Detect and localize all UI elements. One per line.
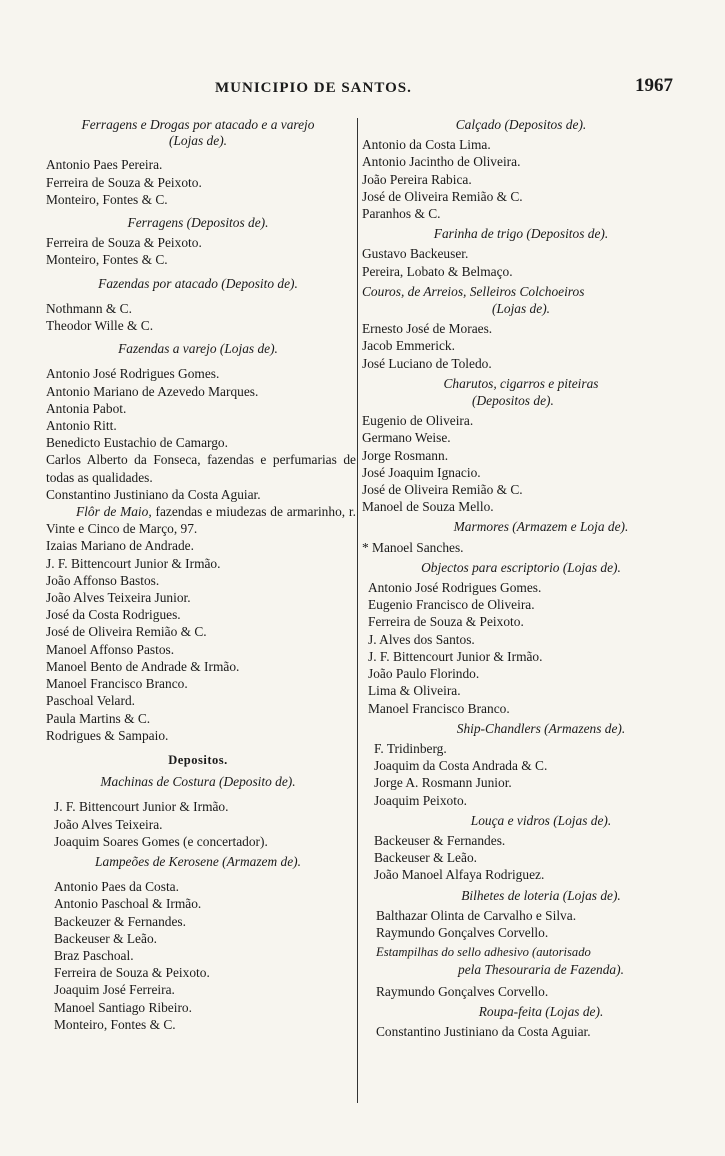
list-item: Monteiro, Fontes & C. bbox=[46, 252, 168, 268]
section-title: Fazendas por atacado (Deposito de). bbox=[98, 275, 298, 291]
section-title: Marmores (Armazem e Loja de). bbox=[453, 519, 629, 535]
list-item: João Manoel Alfaya Rodriguez. bbox=[374, 867, 545, 883]
list-item: Antonio Paschoal & Irmão. bbox=[54, 896, 202, 912]
section-subtitle: (Lojas de). bbox=[491, 301, 551, 317]
left-column bbox=[40, 116, 356, 1033]
page-title: MUNICIPIO DE SANTOS. bbox=[215, 80, 412, 96]
section-subtitle: (Depositos de). bbox=[472, 393, 554, 409]
list-item: Raymundo Gonçalves Corvello. bbox=[376, 983, 549, 999]
list-item: Gustavo Backeuser. bbox=[362, 246, 469, 262]
page-number: 1967 bbox=[635, 75, 673, 96]
column-divider bbox=[357, 118, 358, 1103]
list-item: Pereira, Lobato & Belmaço. bbox=[362, 263, 513, 279]
list-item: João Alves Teixeira. bbox=[54, 816, 163, 832]
section-title: Farinha de trigo (Depositos de). bbox=[433, 226, 609, 242]
list-item: José de Oliveira Remião & C. bbox=[46, 624, 207, 640]
list-item: João Alves Teixeira Junior. bbox=[46, 590, 191, 606]
list-item: Ferreira de Souza & Peixoto. bbox=[46, 235, 202, 251]
list-item: Jorge A. Rosmann Junior. bbox=[374, 775, 512, 791]
section-title: Bilhetes de loteria (Lojas de). bbox=[461, 887, 621, 903]
list-item: José de Oliveira Remião & C. bbox=[362, 482, 523, 498]
list-item: F. Tridinberg. bbox=[374, 740, 447, 756]
section-title: Louça e vidros (Lojas de). bbox=[470, 812, 612, 828]
list-item: Raymundo Gonçalves Corvello. bbox=[376, 924, 549, 940]
list-item: José Luciano de Toledo. bbox=[362, 355, 492, 371]
list-item: Carlos Alberto da Fonseca, fazendas e perfumarias de todas as qualidades. bbox=[46, 452, 356, 485]
section-title: Charutos, cigarros e piteiras bbox=[443, 375, 599, 391]
shop-name: Flôr de Maio, bbox=[76, 504, 152, 520]
list-item: Jacob Emmerick. bbox=[362, 338, 455, 354]
list-item: Manoel Affonso Pastos. bbox=[46, 641, 175, 657]
list-item: Theodor Wille & C. bbox=[46, 318, 154, 334]
list-item: Antonio Paes Pereira. bbox=[46, 157, 163, 173]
list-item: Lima & Oliveira. bbox=[368, 683, 461, 699]
list-item: Constantino Justiniano da Costa Aguiar. bbox=[376, 1023, 591, 1039]
shop-details: fazendas e miudezas de armarinho, r. Vinte e Cinco de Março, 97. bbox=[46, 504, 356, 537]
list-item: Joaquim José Ferreira. bbox=[54, 982, 175, 998]
list-item: Joaquim Peixoto. bbox=[374, 792, 467, 808]
list-item: Rodrigues & Sampaio. bbox=[46, 727, 169, 743]
list-item: Braz Paschoal. bbox=[54, 947, 134, 963]
list-item: Ferreira de Souza & Peixoto. bbox=[54, 965, 210, 981]
list-item: Balthazar Olinta de Carvalho e Silva. bbox=[376, 907, 577, 923]
list-item: Ferreira de Souza & Peixoto. bbox=[368, 614, 524, 630]
list-item: Antonio José Rodrigues Gomes. bbox=[368, 580, 542, 596]
section-subtitle: (Lojas de). bbox=[168, 133, 228, 149]
list-item: Backeuser & Leão. bbox=[54, 930, 157, 946]
list-item bbox=[40, 503, 356, 537]
list-item: Joaquim da Costa Andrada & C. bbox=[374, 758, 548, 774]
page-header bbox=[0, 75, 725, 104]
section-title: Ferragens (Depositos de). bbox=[127, 215, 269, 231]
list-item: Manoel Santiago Ribeiro. bbox=[54, 999, 192, 1015]
section-title: Ferragens e Drogas por atacado e a varejo bbox=[81, 117, 315, 132]
list-item: J. F. Bittencourt Junior & Irmão. bbox=[46, 555, 221, 571]
list-item: Antonio Jacintho de Oliveira. bbox=[362, 154, 521, 170]
section-title: Ship-Chandlers (Armazens de). bbox=[456, 720, 626, 736]
list-item: Manoel Francisco Branco. bbox=[368, 700, 510, 716]
list-item: José Joaquim Ignacio. bbox=[362, 464, 481, 480]
right-column bbox=[362, 116, 680, 1040]
list-item: Monteiro, Fontes & C. bbox=[54, 1016, 176, 1032]
section-title: Lampeões de Kerosene (Armazem de). bbox=[95, 853, 301, 869]
section-title: Fazendas a varejo (Lojas de). bbox=[118, 341, 278, 357]
list-item: Ferreira de Souza & Peixoto. bbox=[46, 174, 202, 190]
list-item: Izaias Mariano de Andrade. bbox=[46, 538, 194, 554]
list-item: Antonio José Rodrigues Gomes. bbox=[46, 366, 220, 382]
list-item: João Affonso Bastos. bbox=[46, 572, 160, 588]
list-item: Backeuzer & Fernandes. bbox=[54, 913, 186, 929]
list-item: Paula Martins & C. bbox=[46, 710, 151, 726]
list-item: Nothmann & C. bbox=[46, 300, 132, 316]
section-heading: Depositos. bbox=[168, 752, 228, 767]
list-item: João Pereira Rabica. bbox=[362, 171, 472, 187]
list-item: Benedicto Eustachio de Camargo. bbox=[46, 435, 228, 451]
list-item: Germano Weise. bbox=[362, 430, 451, 446]
section-title: Roupa-feita (Lojas de). bbox=[478, 1003, 604, 1019]
list-item: Antonia Pabot. bbox=[46, 400, 127, 416]
section-title: Objectos para escriptorio (Lojas de). bbox=[421, 559, 621, 575]
list-item: J. Alves dos Santos. bbox=[368, 631, 475, 647]
list-item: Antonio Paes da Costa. bbox=[54, 879, 179, 895]
list-item: Antonio da Costa Lima. bbox=[362, 137, 491, 153]
list-item: Manoel Bento de Andrade & Irmão. bbox=[46, 658, 240, 674]
list-item: João Paulo Florindo. bbox=[368, 666, 480, 682]
list-item: * Manoel Sanches. bbox=[362, 539, 464, 555]
list-item: Manoel Francisco Branco. bbox=[46, 676, 188, 692]
section-title: Machinas de Costura (Deposito de). bbox=[100, 774, 296, 790]
list-item: Jorge Rosmann. bbox=[362, 447, 449, 463]
section-title: Calçado (Depositos de). bbox=[455, 117, 587, 132]
list-item: Backeuser & Fernandes. bbox=[374, 832, 506, 848]
list-item: J. F. Bittencourt Junior & Irmão. bbox=[368, 648, 543, 664]
list-item: Paschoal Velard. bbox=[46, 693, 135, 709]
list-item: Ernesto José de Moraes. bbox=[362, 321, 493, 337]
list-item: Eugenio Francisco de Oliveira. bbox=[368, 597, 535, 613]
list-item: Antonio Mariano de Azevedo Marques. bbox=[46, 383, 259, 399]
list-item: José da Costa Rodrigues. bbox=[46, 607, 181, 623]
list-item: Monteiro, Fontes & C. bbox=[46, 191, 168, 207]
list-item: Joaquim Soares Gomes (e concertador). bbox=[54, 833, 268, 849]
section-title: Estampilhas do sello adhesivo (autorisado bbox=[376, 945, 591, 960]
list-item: Eugenio de Oliveira. bbox=[362, 413, 474, 429]
list-item: Antonio Ritt. bbox=[46, 418, 117, 434]
list-item: Manoel de Souza Mello. bbox=[362, 499, 494, 515]
section-subtitle: pela Thesouraria de Fazenda). bbox=[458, 962, 624, 978]
list-item: Paranhos & C. bbox=[362, 206, 441, 222]
section-title: Couros, de Arreios, Selleiros Colchoeiros bbox=[362, 283, 585, 299]
list-item: José de Oliveira Remião & C. bbox=[362, 188, 523, 204]
list-item: J. F. Bittencourt Junior & Irmão. bbox=[54, 799, 229, 815]
list-item: Constantino Justiniano da Costa Aguiar. bbox=[46, 486, 261, 502]
list-item: Backeuser & Leão. bbox=[374, 850, 477, 866]
